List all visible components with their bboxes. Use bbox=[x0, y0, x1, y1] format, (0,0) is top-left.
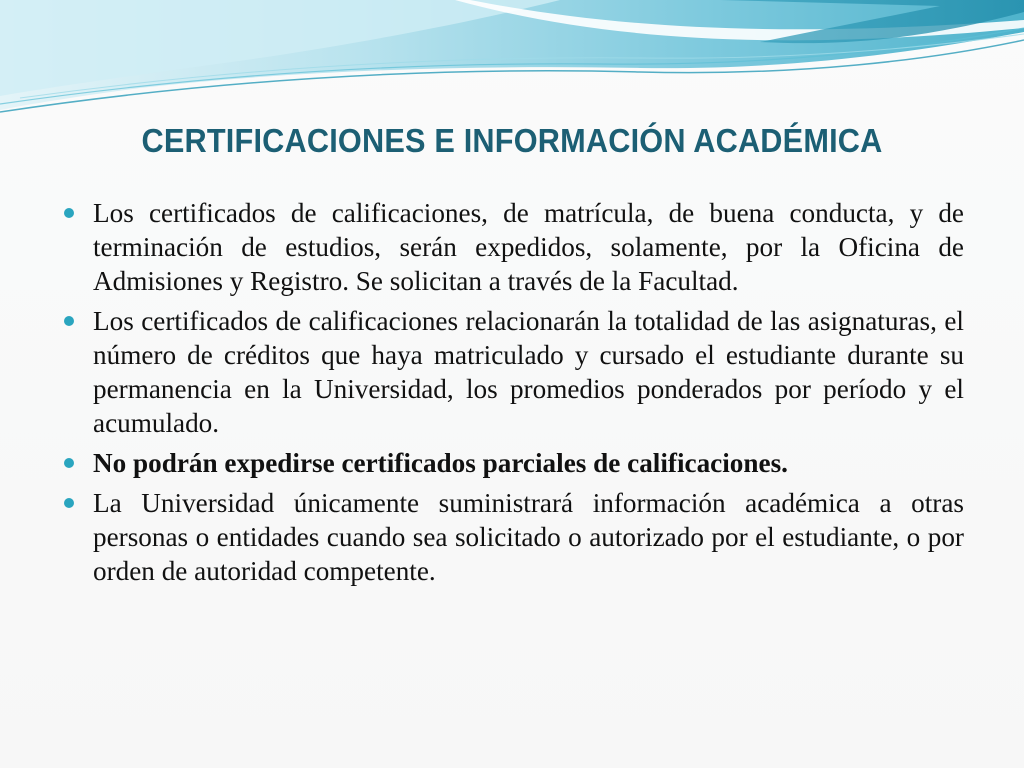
bullet-dot-icon bbox=[64, 458, 74, 468]
slide-title: CERTIFICACIONES E INFORMACIÓN ACADÉMICA bbox=[141, 122, 883, 159]
bullet-item-parciales bbox=[62, 446, 964, 480]
bullet-text: La Universidad únicamente suministrará información académica a otras personas o entidades cuando sea solicitado o autorizado por el estudiante, o por orden de autoridad competente. bbox=[93, 488, 964, 586]
wave-header-decoration bbox=[0, 0, 1024, 130]
bullet-text: Los certificados de calificaciones relacionarán la totalidad de las asignaturas, el número de créditos que haya matriculado y cursado el estudiante durante su permanencia en la Universidad, los promedios ponderados por período y el acumulado. bbox=[93, 306, 964, 438]
bullet-item-contenido bbox=[62, 304, 964, 440]
bullet-text: No podrán expedirse certificados parciales de calificaciones. bbox=[93, 448, 788, 478]
bullet-dot-icon bbox=[64, 316, 74, 326]
bullet-item-expedicion bbox=[62, 196, 964, 298]
bullet-item-informacion bbox=[62, 486, 964, 588]
bullet-list bbox=[62, 196, 964, 594]
bullet-dot-icon bbox=[64, 498, 74, 508]
bullet-dot-icon bbox=[64, 208, 74, 218]
bullet-text: Los certificados de calificaciones, de matrícula, de buena conducta, y de terminación de estudios, serán expedidos, solamente, por la Oficina de Admisiones y Registro. Se solicitan a través de la Facultad. bbox=[93, 198, 964, 296]
